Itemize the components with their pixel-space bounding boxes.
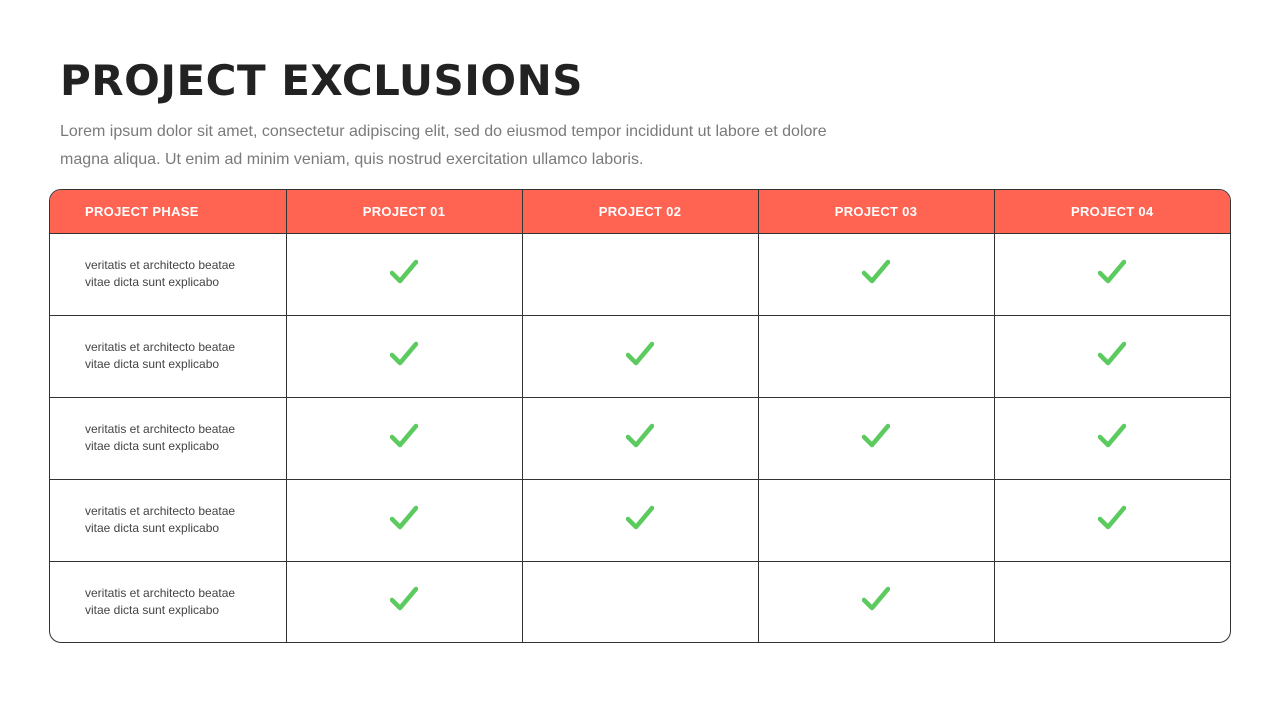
check-cell [994, 397, 1230, 479]
column-header-project-03: PROJECT 03 [758, 190, 994, 233]
phase-description: veritatis et architecto beatae vitae dicta sunt explicabo [85, 504, 236, 535]
phase-cell [50, 315, 286, 397]
table-row [50, 561, 1230, 642]
checkmark-icon [862, 423, 890, 449]
checkmark-icon [390, 341, 418, 367]
column-header-project-04: PROJECT 04 [994, 190, 1230, 233]
check-cell [286, 315, 522, 397]
phase-description: veritatis et architecto beatae vitae dicta sunt explicabo [85, 340, 236, 371]
checkmark-icon [1098, 505, 1126, 531]
checkmark-icon [390, 423, 418, 449]
column-header-project-phase: PROJECT PHASE [50, 190, 286, 233]
checkmark-icon [390, 586, 418, 612]
phase-cell [50, 233, 286, 315]
check-cell [286, 397, 522, 479]
check-cell [286, 233, 522, 315]
check-cell [994, 315, 1230, 397]
check-cell [758, 315, 994, 397]
page-title: PROJECT EXCLUSIONS [60, 56, 583, 105]
check-cell [522, 479, 758, 561]
phase-cell [50, 479, 286, 561]
check-cell [758, 479, 994, 561]
column-header-project-01: PROJECT 01 [286, 190, 522, 233]
phase-description: veritatis et architecto beatae vitae dicta sunt explicabo [85, 422, 236, 453]
check-cell [994, 479, 1230, 561]
check-cell [286, 479, 522, 561]
check-cell [522, 315, 758, 397]
table-row [50, 315, 1230, 397]
table-row [50, 479, 1230, 561]
checkmark-icon [390, 259, 418, 285]
checkmark-icon [390, 505, 418, 531]
page-subtitle: Lorem ipsum dolor sit amet, consectetur adipiscing elit, sed do eiusmod tempor incididunt ut labore et dolore magna aliqua. Ut enim ad minim veniam, quis nostrud exercitation ullamco laboris. [60, 123, 827, 168]
check-cell [994, 233, 1230, 315]
checkmark-icon [1098, 341, 1126, 367]
check-cell [522, 233, 758, 315]
checkmark-icon [626, 341, 654, 367]
checkmark-icon [626, 505, 654, 531]
check-cell [522, 397, 758, 479]
phase-cell [50, 397, 286, 479]
check-cell [522, 561, 758, 642]
check-cell [286, 561, 522, 642]
phase-description: veritatis et architecto beatae vitae dicta sunt explicabo [85, 258, 236, 289]
check-cell [758, 397, 994, 479]
phase-cell [50, 561, 286, 642]
check-cell [758, 233, 994, 315]
checkmark-icon [1098, 423, 1126, 449]
column-header-project-02: PROJECT 02 [522, 190, 758, 233]
table-row [50, 397, 1230, 479]
checkmark-icon [1098, 259, 1126, 285]
check-cell [994, 561, 1230, 642]
table-header-row [50, 190, 1230, 233]
table-row [50, 233, 1230, 315]
checkmark-icon [626, 423, 654, 449]
checkmark-icon [862, 259, 890, 285]
phase-description: veritatis et architecto beatae vitae dicta sunt explicabo [85, 585, 236, 617]
checkmark-icon [862, 586, 890, 612]
check-cell [758, 561, 994, 642]
exclusions-table [49, 189, 1231, 643]
